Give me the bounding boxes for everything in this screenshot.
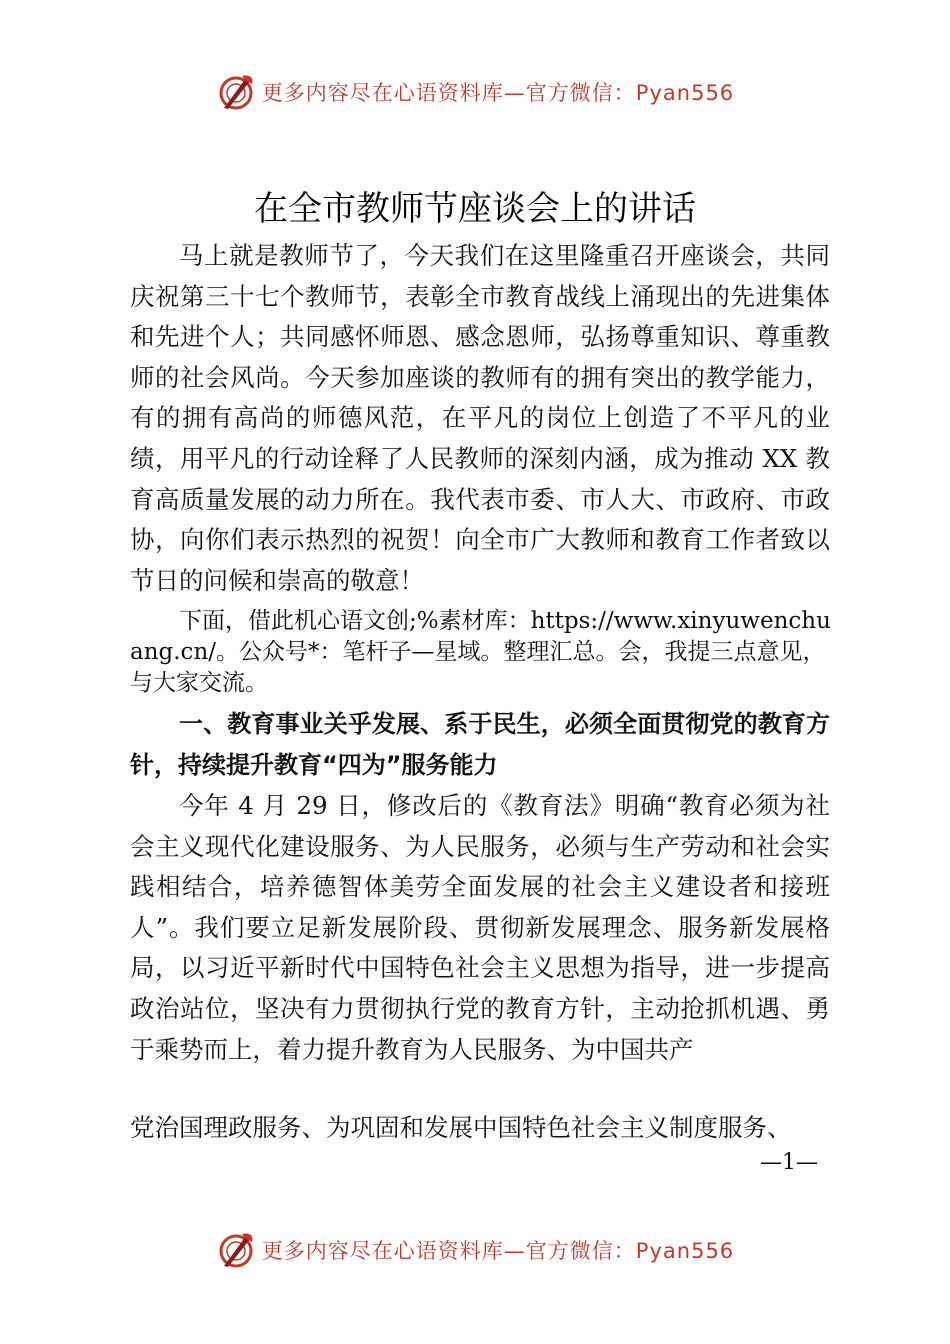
page-number: —1— bbox=[760, 1150, 818, 1175]
banner-text: 更多内容尽在心语资料库—官方微信：Pyan556 bbox=[261, 81, 735, 105]
paragraph-transition: 下面，借此机心语文创;%素材库：https://www.xinyuwenchuang.cn/。公众号*：笔杆子—星域。整理汇总。会，我提三点意见，与大家交流。 bbox=[130, 608, 831, 696]
section-heading-1: 一、教育事业关乎发展、系于民生，必须全面贯彻党的教育方针，持续提升教育“四为”服务能力 bbox=[130, 710, 830, 779]
footer-banner bbox=[0, 1228, 950, 1272]
paragraph-intro: 马上就是教师节了，今天我们在这里隆重召开座谈会，共同庆祝第三十七个教师节，表彰全市教育战线上涌现出的先进集体和先进个人；共同感怀师恩、感念恩师，弘扬尊重知识、尊重教师的社会风尚。今天参加座谈的教师有的拥有突出的教学能力，有的拥有高尚的师德风范，在平凡的岗位上创造了不平凡的业绩，用平凡的行动诠释了人民教师的深刻内涵，成为推动 XX 教育高质量发展的动力所在。我代表市委、市人大、市政府、市政协，向你们表示热烈的祝贺！向全市广大教师和教育工作者致以节日的问候和崇高的敬意！ bbox=[130, 241, 830, 595]
paragraph-education-law: 今年 4 月 29 日，修改后的《教育法》明确“教育必须为社会主义现代化建设服务、为人民服务，必须与生产劳动和社会实践相结合，培养德智体美劳全面发展的社会主义建设者和接班人”。我们要立足新发展阶段、贯彻新发展理念、服务新发展格局，以习近平新时代中国特色社会主义思想为指导，进一步提高政治站位，坚决有力贯彻执行党的教育方针，主动抢抓机遇、勇于乘势而上，着力提升教育为人民服务、为中国共产 bbox=[130, 791, 830, 1064]
document-title: 在全市教师节座谈会上的讲话 bbox=[254, 188, 696, 229]
paragraph-continuation: 党治国理政服务、为巩固和发展中国特色社会主义制度服务、 bbox=[130, 1113, 792, 1142]
quill-pen-logo-icon bbox=[216, 72, 256, 112]
quill-pen-logo-icon bbox=[216, 1230, 256, 1270]
banner-text: 更多内容尽在心语资料库—官方微信：Pyan556 bbox=[261, 1239, 735, 1263]
header-banner bbox=[0, 70, 950, 114]
